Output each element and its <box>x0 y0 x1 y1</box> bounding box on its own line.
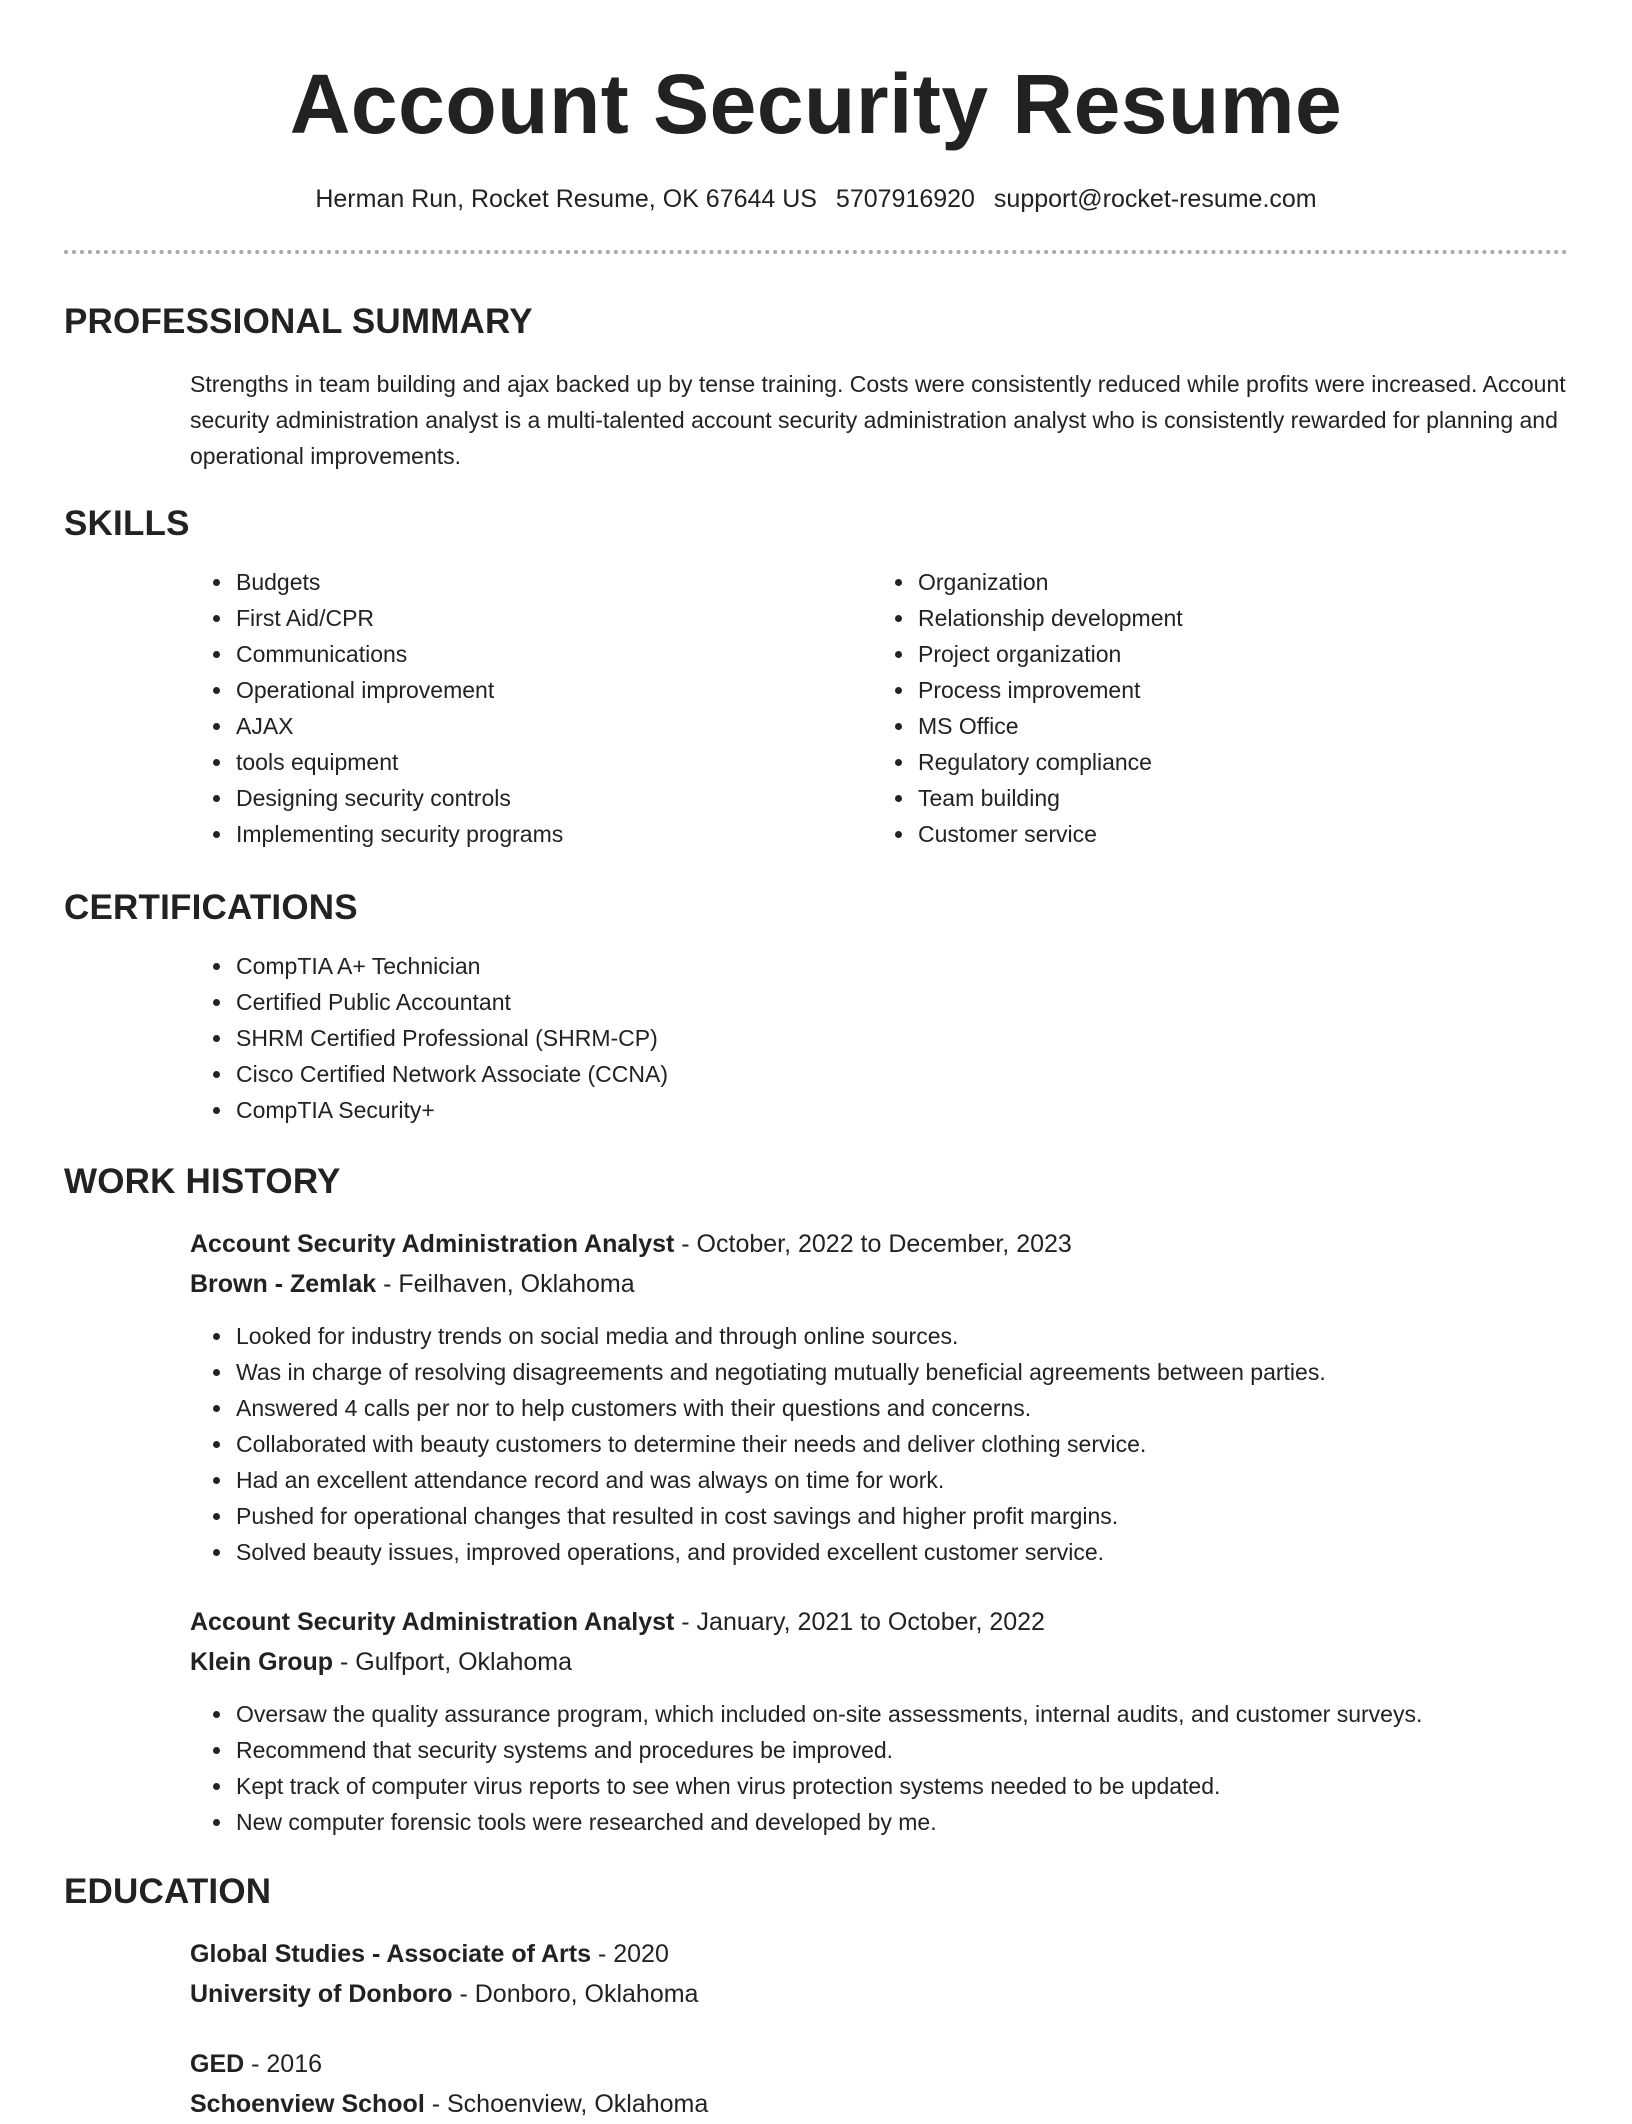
certification-item: • CompTIA A+ Technician <box>234 948 1568 984</box>
skills-columns <box>64 564 1568 852</box>
job-role: Account Security Administration Analyst <box>190 1230 675 1258</box>
job-company-line <box>190 1264 1568 1304</box>
education-school-line <box>190 1974 1568 2014</box>
work-section <box>64 1160 1568 1840</box>
summary-text: Strengths in team building and ajax backed up by tense training. Costs were consistently reduced while profits were increased. Account security administration analyst is a multi-talented account security administration analyst who is consistently rewarded for planning and operational improvements. <box>190 371 1566 469</box>
header-divider <box>64 250 1568 254</box>
certification-item: • CompTIA Security+ <box>234 1092 1568 1128</box>
job-location: - Feilhaven, Oklahoma <box>376 1270 635 1298</box>
work-title: WORK HISTORY <box>64 1162 341 1201</box>
education-section <box>64 1870 1568 2124</box>
skill-item: • Organization <box>916 564 1568 600</box>
job-entry <box>64 1224 1568 1570</box>
job-bullet: • Was in charge of resolving disagreements and negotiating mutually beneficial agreements between parties. <box>234 1354 1568 1390</box>
skill-item: • Communications <box>234 636 886 672</box>
education-degree: GED <box>190 2050 245 2078</box>
certification-item: • Cisco Certified Network Associate (CCNA) <box>234 1056 1568 1092</box>
skill-item: • Customer service <box>916 816 1568 852</box>
skills-list-col2 <box>886 564 1568 852</box>
resume-name: Account Security Resume <box>289 57 1343 151</box>
education-degree: Global Studies - Associate of Arts <box>190 1940 592 1968</box>
job-bullets <box>64 1696 1568 1840</box>
skill-item: • Project organization <box>916 636 1568 672</box>
skills-section <box>64 502 1568 852</box>
education-degree-line <box>190 1934 1568 1974</box>
job-company: Brown - Zemlak <box>190 1270 377 1298</box>
job-location: - Gulfport, Oklahoma <box>333 1648 573 1676</box>
job-bullet: • Oversaw the quality assurance program, which included on-site assessments, internal audits, and customer surveys. <box>234 1696 1568 1732</box>
contact-phone: 5707916920 <box>835 185 975 213</box>
job-bullet: • Kept track of computer virus reports to see when virus protection systems needed to be updated. <box>234 1768 1568 1804</box>
job-bullet: • Solved beauty issues, improved operations, and provided excellent customer service. <box>234 1534 1568 1570</box>
skill-item: • Budgets <box>234 564 886 600</box>
skill-item: • Relationship development <box>916 600 1568 636</box>
skill-item: • Process improvement <box>916 672 1568 708</box>
skill-item: • First Aid/CPR <box>234 600 886 636</box>
summary-section <box>64 300 1568 474</box>
education-location: - Schoenview, Oklahoma <box>424 2090 709 2118</box>
job-role: Account Security Administration Analyst <box>190 1608 675 1636</box>
job-company: Klein Group <box>190 1648 334 1676</box>
certification-item: • Certified Public Accountant <box>234 984 1568 1020</box>
skill-item: • tools equipment <box>234 744 886 780</box>
job-entry <box>64 1602 1568 1840</box>
skills-title: SKILLS <box>64 504 190 543</box>
job-role-line <box>190 1224 1568 1264</box>
job-bullet: • Looked for industry trends on social media and through online sources. <box>234 1318 1568 1354</box>
skill-item: • AJAX <box>234 708 886 744</box>
job-dates: - October, 2022 to December, 2023 <box>674 1230 1072 1258</box>
job-bullet: • Had an excellent attendance record and was always on time for work. <box>234 1462 1568 1498</box>
summary-title: PROFESSIONAL SUMMARY <box>64 302 533 341</box>
certifications-list <box>64 948 1568 1128</box>
education-entry <box>64 1934 1568 2014</box>
job-bullet: • Recommend that security systems and procedures be improved. <box>234 1732 1568 1768</box>
job-bullet: • Collaborated with beauty customers to determine their needs and deliver clothing service. <box>234 1426 1568 1462</box>
skill-item: • Implementing security programs <box>234 816 886 852</box>
contact-address: Herman Run, Rocket Resume, OK 67644 US <box>315 185 817 213</box>
certification-item: • SHRM Certified Professional (SHRM-CP) <box>234 1020 1568 1056</box>
skill-item: • Operational improvement <box>234 672 886 708</box>
job-bullet: • Answered 4 calls per nor to help customers with their questions and concerns. <box>234 1390 1568 1426</box>
contact-line <box>64 182 1568 216</box>
job-company-line <box>190 1642 1568 1682</box>
education-title: EDUCATION <box>64 1872 272 1911</box>
job-bullet: • New computer forensic tools were researched and developed by me. <box>234 1804 1568 1840</box>
skill-item: • Designing security controls <box>234 780 886 816</box>
education-school: University of Donboro <box>190 1980 453 2008</box>
education-school: Schoenview School <box>190 2090 425 2118</box>
education-entry <box>64 2044 1568 2124</box>
job-bullets <box>64 1318 1568 1570</box>
education-location: - Donboro, Oklahoma <box>452 1980 699 2008</box>
job-dates: - January, 2021 to October, 2022 <box>674 1608 1045 1636</box>
certifications-title: CERTIFICATIONS <box>64 888 358 927</box>
education-year: - 2016 <box>244 2050 323 2078</box>
job-bullet: • Pushed for operational changes that resulted in cost savings and higher profit margins. <box>234 1498 1568 1534</box>
education-year: - 2020 <box>591 1940 669 1968</box>
skill-item: • Team building <box>916 780 1568 816</box>
skill-item: • MS Office <box>916 708 1568 744</box>
education-school-line <box>190 2084 1568 2124</box>
education-degree-line <box>190 2044 1568 2084</box>
certifications-section <box>64 886 1568 1128</box>
skill-item: • Regulatory compliance <box>916 744 1568 780</box>
contact-email: support@rocket-resume.com <box>993 185 1317 213</box>
job-role-line <box>190 1602 1568 1642</box>
skills-list-col1 <box>64 564 886 852</box>
